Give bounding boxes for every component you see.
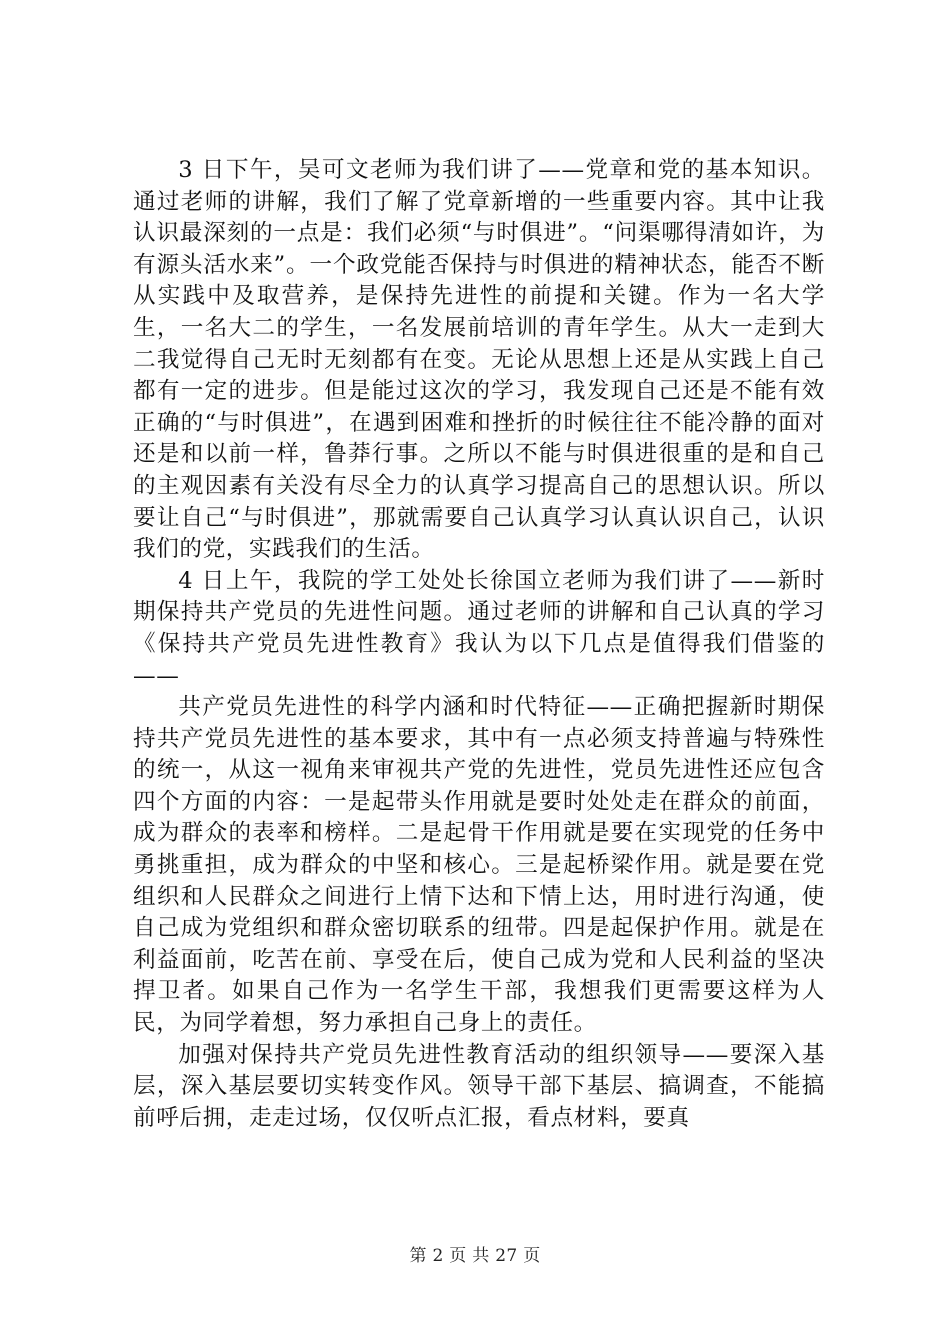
paragraph-1: 3 日下午，吴可文老师为我们讲了——党章和党的基本知识。通过老师的讲解，我们了解了党章新增的一些重要内容。其中让我认识最深刻的一点是：我们必须“与时俱进”。“问渠哪得清如许，为有源头活水来”。一个政党能否保持与时俱进的精神状态，能否不断从实践中及取营养，是保持先进性的前提和关键。作为一名大学生，一名大二的学生，一名发展前培训的青年学生。从大一走到大二我觉得自己无时无刻都有在变。无论从思想上还是从实践上自己都有一定的进步。但是能过这次的学习，我发现自己还是不能有效正确的“与时俱进”，在遇到困难和挫折的时候往往不能冷静的面对还是和以前一样，鲁莽行事。之所以不能与时俱进很重的是和自己的主观因素有关没有尽全力的认真学习提高自己的思想认识。所以要让自己“与时俱进”，那就需要自己认真学习认真认识自己，认识我们的党，实践我们的生活。 xyxy=(133,157,825,563)
paragraph-2: 4 日上午，我院的学工处处长徐国立老师为我们讲了——新时期保持共产党员的先进性问题。通过老师的讲解和自己认真的学习《保持共产党员先进性教育》我认为以下几点是值得我们借鉴的—— xyxy=(133,567,825,689)
paragraph-3: 共产党员先进性的科学内涵和时代特征——正确把握新时期保持共产党员先进性的基本要求，其中有一点必须支持普遍与特殊性的统一，从这一视角来审视共产党的先进性，党员先进性还应包含四个方面的内容：一是起带头作用就是要时处处走在群众的前面，成为群众的表率和榜样。二是起骨干作用就是要在实现党的任务中勇挑重担，成为群众的中坚和核心。三是起桥梁作用。就是要在党组织和人民群众之间进行上情下达和下情上达，用时进行沟通，使自己成为党组织和群众密切联系的纽带。四是起保护作用。就是在利益面前，吃苦在前、享受在后，使自己成为党和人民利益的坚决捍卫者。如果自己作为一名学生干部，我想我们更需要这样为人民，为同学着想，努力承担自己身上的责任。 xyxy=(133,694,825,1037)
document-body xyxy=(133,155,825,1134)
paragraph-4: 加强对保持共产党员先进性教育活动的组织领导——要深入基层，深入基层要切实转变作风。领导干部下基层、搞调查，不能搞前呼后拥，走走过场，仅仅听点汇报，看点材料，要真 xyxy=(133,1041,825,1131)
page-footer: 第 2 页 共 27 页 xyxy=(409,1246,541,1266)
